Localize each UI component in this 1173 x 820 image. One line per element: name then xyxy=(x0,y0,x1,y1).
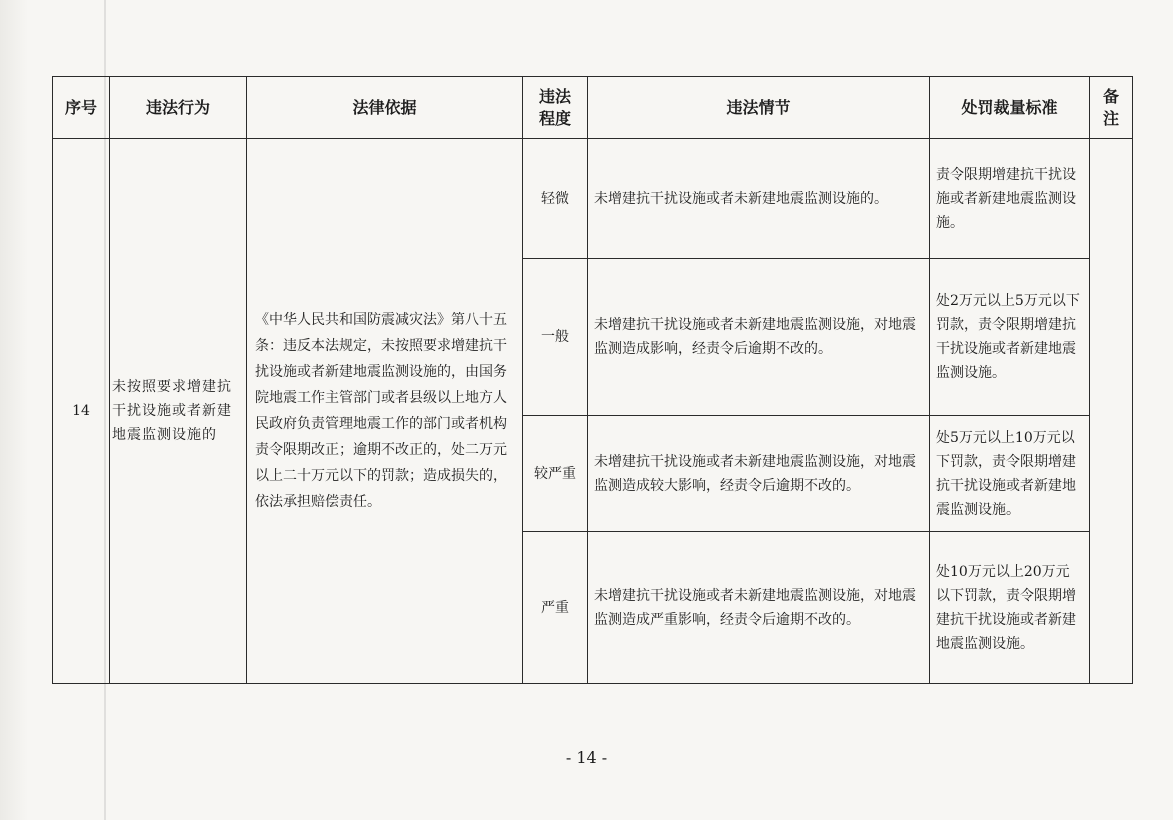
cell-degree-general: 一般 xyxy=(523,259,588,416)
header-degree-line2: 程度 xyxy=(538,108,571,128)
cell-standard-general: 处2万元以上5万元以下罚款，责令限期增建抗干扰设施或者新建地震监测设施。 xyxy=(930,259,1090,416)
cell-circumstance-general: 未增建抗干扰设施或者未新建地震监测设施，对地震监测造成影响，经责令后逾期不改的。 xyxy=(588,259,930,416)
cell-standard-severe: 处10万元以上20万元以下罚款，责令限期增建抗干扰设施或者新建地震监测设施。 xyxy=(930,532,1090,684)
cell-serial: 14 xyxy=(53,139,110,684)
header-violation-degree xyxy=(523,77,588,139)
header-degree-line1: 违法 xyxy=(538,86,571,106)
header-penalty-standard: 处罚裁量标准 xyxy=(930,77,1090,139)
cell-legal-basis: 《中华人民共和国防震减灾法》第八十五条：违反本法规定，未按照要求增建抗干扰设施或者新建地震监测设施的，由国务院地震工作主管部门或者县级以上地方人民政府负责管理地震工作的部门或者机构责令限期改正；逾期不改正的，处二万元以上二十万元以下的罚款；造成损失的，依法承担赔偿责任。 xyxy=(247,139,523,684)
cell-violation-behavior: 未按照要求增建抗干扰设施或者新建地震监测设施的 xyxy=(110,139,247,684)
header-serial: 序号 xyxy=(53,77,110,139)
header-remark-line2: 注 xyxy=(1102,108,1119,128)
penalty-discretion-table xyxy=(52,76,1133,684)
cell-degree-severe: 严重 xyxy=(523,532,588,684)
cell-circumstance-severe: 未增建抗干扰设施或者未新建地震监测设施，对地震监测造成严重影响，经责令后逾期不改的。 xyxy=(588,532,930,684)
cell-standard-serious: 处5万元以上10万元以下罚款，责令限期增建抗干扰设施或者新建地震监测设施。 xyxy=(930,416,1090,532)
cell-standard-minor: 责令限期增建抗干扰设施或者新建地震监测设施。 xyxy=(930,139,1090,259)
table-row xyxy=(53,139,1133,259)
header-circumstance: 违法情节 xyxy=(588,77,930,139)
cell-degree-minor: 轻微 xyxy=(523,139,588,259)
header-legal-basis: 法律依据 xyxy=(247,77,523,139)
page-number: - 14 - xyxy=(565,748,608,767)
header-row xyxy=(53,77,1133,139)
header-violation-behavior: 违法行为 xyxy=(110,77,247,139)
header-remark xyxy=(1090,77,1133,139)
header-remark-line1: 备 xyxy=(1102,86,1119,106)
scan-edge-shadow xyxy=(0,0,28,820)
cell-degree-serious: 较严重 xyxy=(523,416,588,532)
cell-remark xyxy=(1090,139,1133,684)
cell-circumstance-serious: 未增建抗干扰设施或者未新建地震监测设施，对地震监测造成较大影响，经责令后逾期不改的。 xyxy=(588,416,930,532)
cell-circumstance-minor: 未增建抗干扰设施或者未新建地震监测设施的。 xyxy=(588,139,930,259)
